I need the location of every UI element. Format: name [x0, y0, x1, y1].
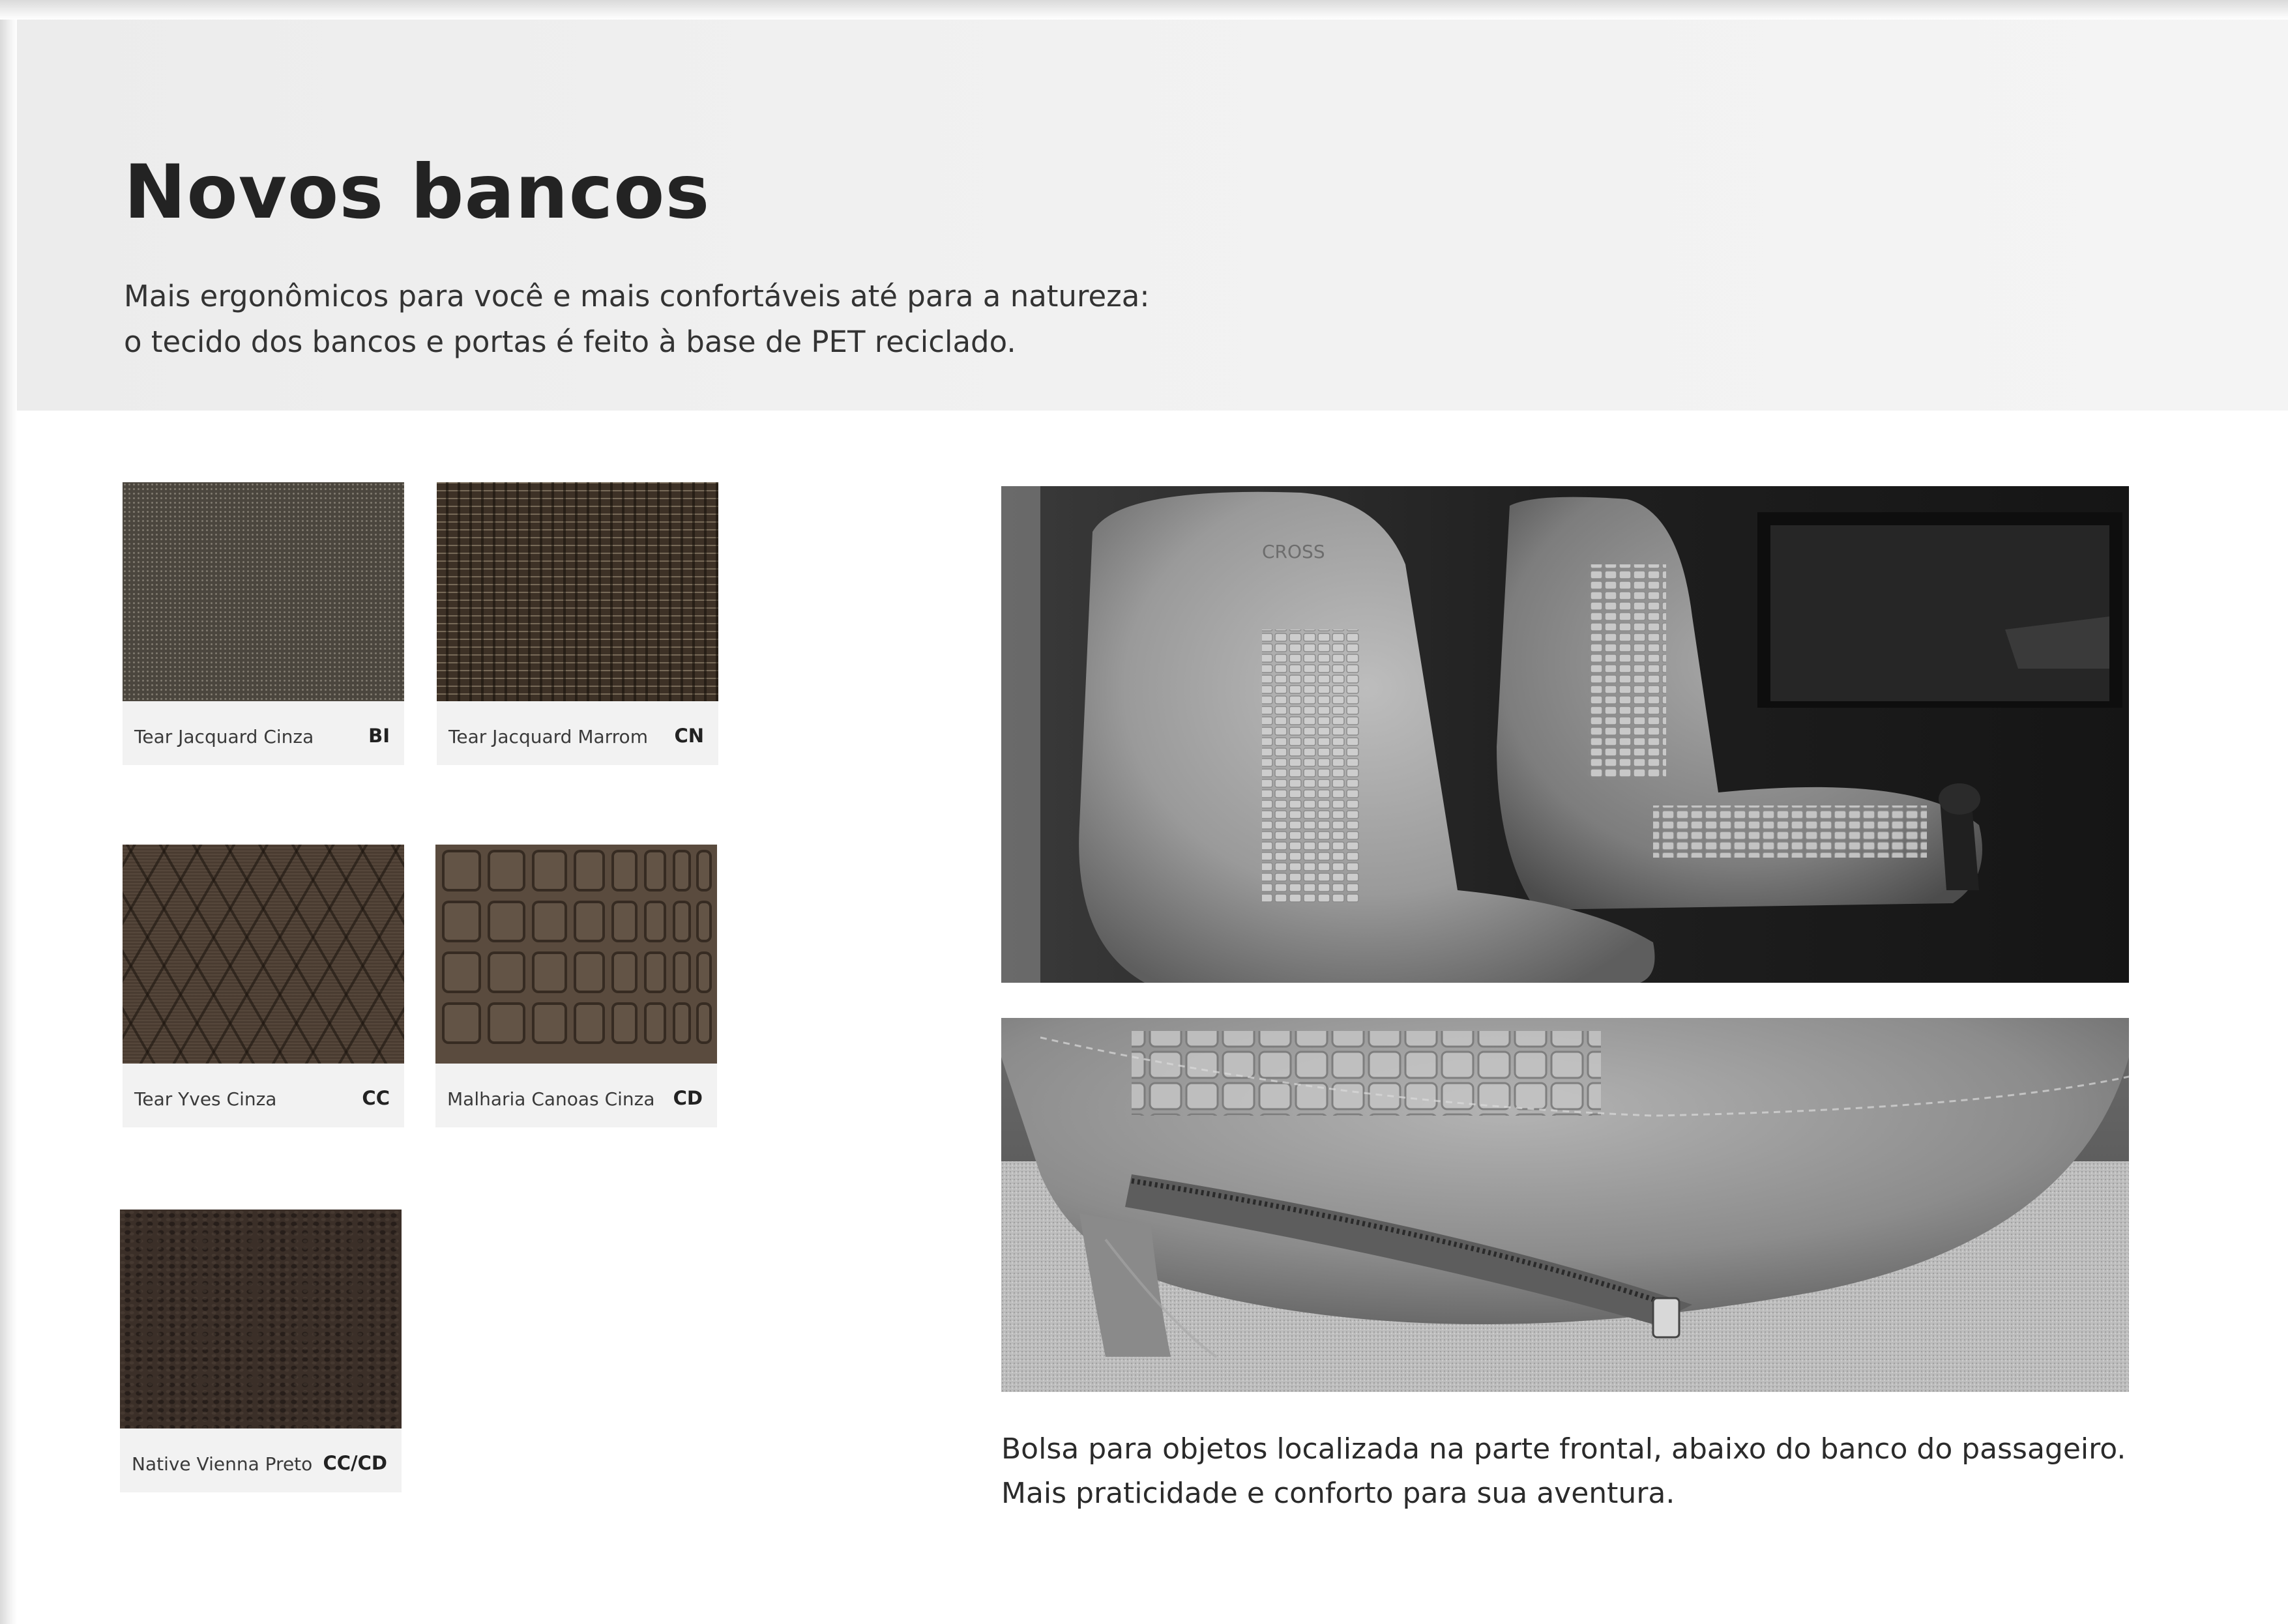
caption-line-2: Mais praticidade e conforto para sua aventura. — [1001, 1477, 1675, 1510]
photo-front-seats — [1001, 486, 2129, 983]
fabric-name: Malharia Canoas Cinza — [447, 1088, 655, 1110]
fabric-name: Native Vienna Preto — [132, 1453, 313, 1475]
fabric-code: CN — [674, 725, 704, 747]
subtitle-line-2: o tecido dos bancos e portas é feito à base de PET reciclado. — [124, 325, 1016, 359]
fabric-texture-tear-yves-cinza — [123, 845, 404, 1064]
fabric-swatch-card — [123, 845, 404, 1127]
seat-logo: CROSS — [1262, 541, 1325, 562]
fabric-texture-native-vienna-preto — [120, 1210, 402, 1428]
fabric-code: BI — [368, 725, 390, 747]
subtitle-line-1: Mais ergonômicos para você e mais confortáveis até para a natureza: — [124, 279, 1150, 313]
fabric-swatch-card — [435, 845, 717, 1127]
page-edge-shadow-left — [0, 0, 17, 1624]
page-subtitle — [124, 274, 1150, 365]
caption-line-1: Bolsa para objetos localizada na parte frontal, abaixo do banco do passageiro. — [1001, 1432, 2126, 1466]
fabric-name: Tear Yves Cinza — [134, 1088, 277, 1110]
photo-seat-pouch — [1001, 1018, 2129, 1392]
fabric-code: CD — [673, 1087, 703, 1109]
page-edge-shadow-top — [0, 0, 2288, 20]
fabric-name: Tear Jacquard Marrom — [448, 726, 648, 747]
page-title: Novos bancos — [124, 149, 711, 235]
fabric-texture-tear-jacquard-cinza — [123, 482, 404, 701]
fabric-swatch-card — [437, 482, 718, 765]
photo-caption — [1001, 1427, 2126, 1516]
fabric-code: CC — [362, 1087, 390, 1109]
fabric-texture-malharia-canoas-cinza — [435, 845, 717, 1064]
fabric-name: Tear Jacquard Cinza — [134, 726, 314, 747]
fabric-swatch-card — [123, 482, 404, 765]
fabric-texture-tear-jacquard-marrom — [437, 482, 718, 701]
fabric-code: CC/CD — [323, 1452, 387, 1474]
fabric-swatch-card — [120, 1210, 402, 1492]
